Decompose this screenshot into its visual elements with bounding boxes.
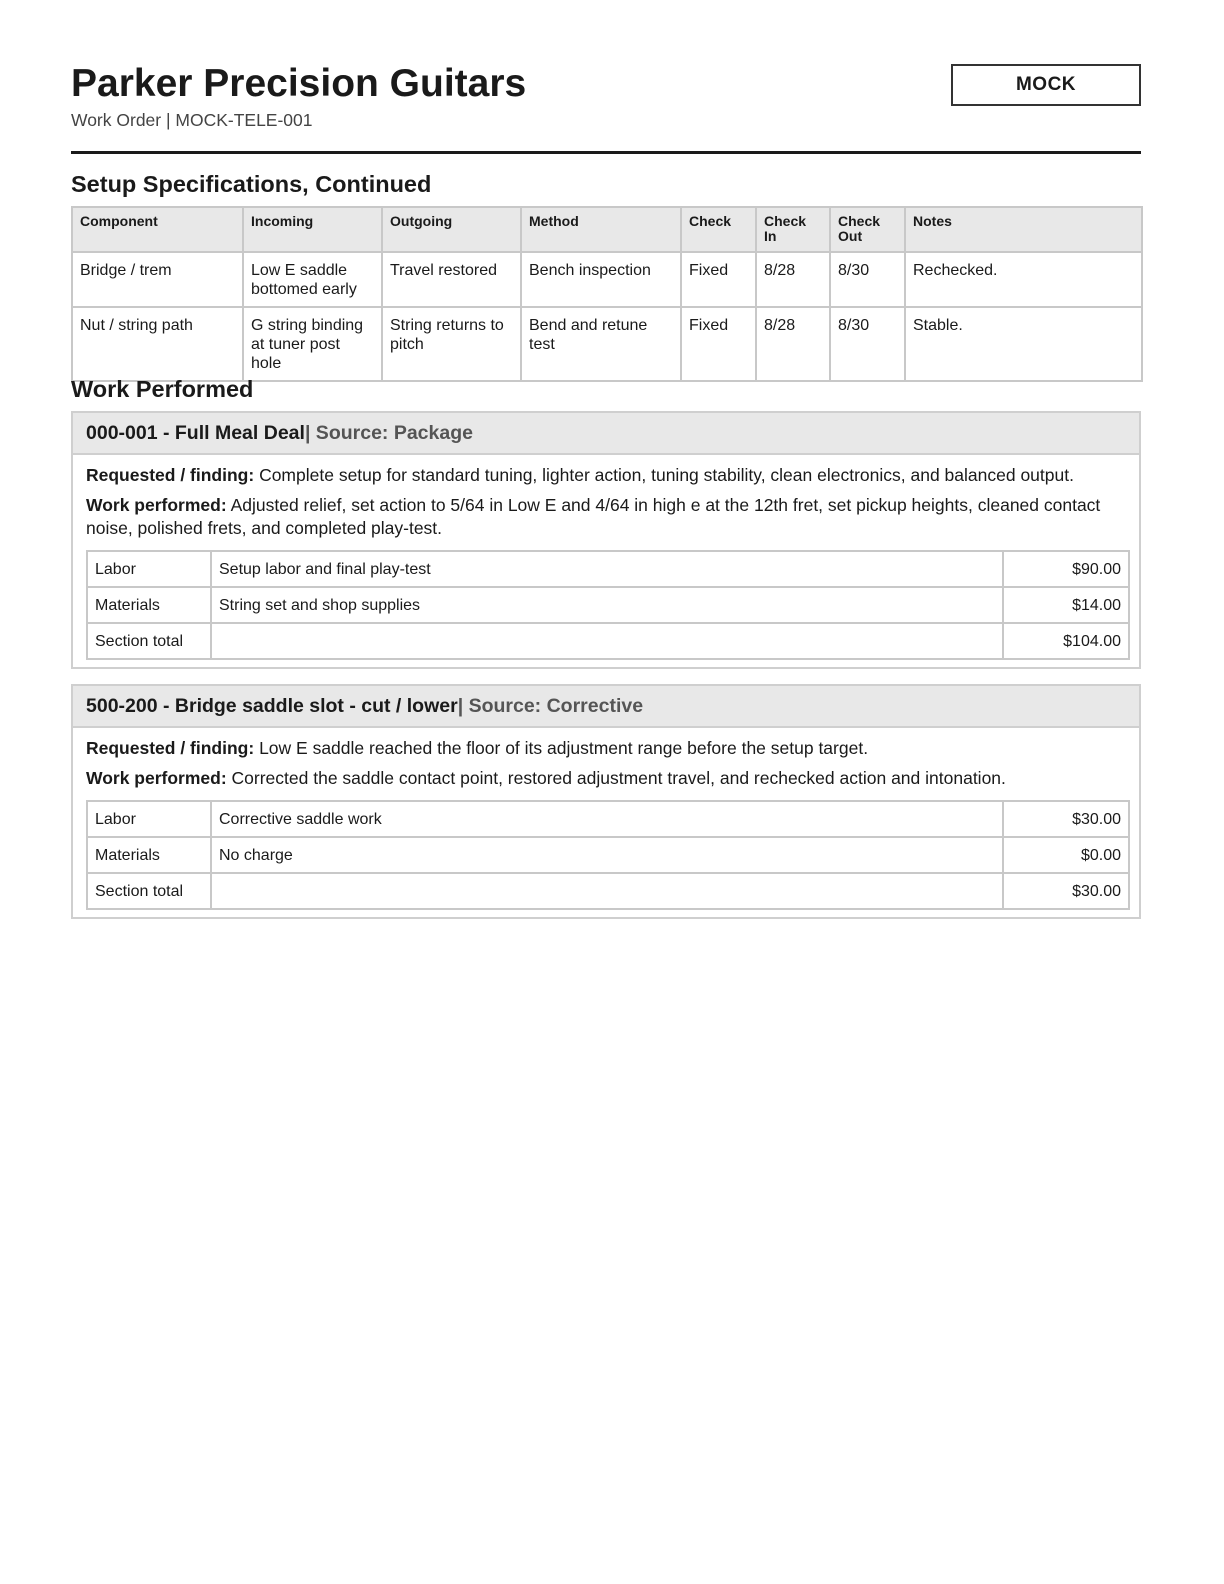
cost-type: Section total	[87, 873, 211, 909]
cell-notes: Rechecked.	[905, 252, 1142, 307]
cell-check-out: 8/30	[830, 307, 905, 381]
cost-description: No charge	[211, 837, 1003, 873]
cost-description	[211, 623, 1003, 659]
performed-label: Work performed:	[86, 495, 227, 515]
cell-outgoing: String returns to pitch	[382, 307, 521, 381]
col-header-outgoing: Outgoing	[382, 207, 521, 252]
cell-method: Bench inspection	[521, 252, 681, 307]
cell-check: Fixed	[681, 307, 756, 381]
cell-check: Fixed	[681, 252, 756, 307]
requested-finding	[86, 737, 1126, 760]
cost-row-labor	[87, 801, 1129, 837]
cell-incoming: Low E saddle bottomed early	[243, 252, 382, 307]
col-header-check-out: Check Out	[830, 207, 905, 252]
work-item-source: | Source: Corrective	[457, 694, 644, 717]
cost-description: Corrective saddle work	[211, 801, 1003, 837]
cell-incoming: G string binding at tuner post hole	[243, 307, 382, 381]
setup-specs-table	[71, 206, 1143, 382]
work-performed-line	[86, 767, 1126, 790]
col-header-component: Component	[72, 207, 243, 252]
col-header-check-in: Check In	[756, 207, 830, 252]
work-order-subtitle: Work Order | MOCK-TELE-001	[71, 110, 313, 130]
performed-label: Work performed:	[86, 768, 227, 788]
work-item-card	[71, 411, 1141, 669]
work-item-title: 000-001 - Full Meal Deal	[86, 421, 305, 444]
specs-header-row	[72, 207, 1142, 252]
cost-row-materials	[87, 837, 1129, 873]
work-item-body	[73, 455, 1139, 660]
requested-text: Low E saddle reached the floor of its adjustment range before the setup target.	[254, 738, 869, 758]
cost-type: Materials	[87, 587, 211, 623]
requested-label: Requested / finding:	[86, 465, 255, 485]
cell-check-in: 8/28	[756, 307, 830, 381]
cost-type: Materials	[87, 837, 211, 873]
document-header	[71, 0, 1141, 154]
work-item-header	[73, 686, 1139, 728]
work-item-body	[73, 728, 1139, 910]
cost-amount: $90.00	[1003, 551, 1129, 587]
cost-amount: $30.00	[1003, 801, 1129, 837]
requested-label: Requested / finding:	[86, 738, 255, 758]
col-header-notes: Notes	[905, 207, 1142, 252]
performed-text: Corrected the saddle contact point, restored adjustment travel, and rechecked action and intonation.	[226, 768, 1006, 788]
cost-row-section-total	[87, 873, 1129, 909]
cell-outgoing: Travel restored	[382, 252, 521, 307]
cost-row-labor	[87, 551, 1129, 587]
cell-component: Nut / string path	[72, 307, 243, 381]
work-item-header	[73, 413, 1139, 455]
table-row	[72, 307, 1142, 381]
col-header-check: Check	[681, 207, 756, 252]
col-header-incoming: Incoming	[243, 207, 382, 252]
cell-check-in: 8/28	[756, 252, 830, 307]
cost-row-materials	[87, 587, 1129, 623]
work-performed-heading: Work Performed	[71, 376, 254, 402]
cost-type: Labor	[87, 551, 211, 587]
cost-table	[86, 550, 1130, 660]
cost-type: Labor	[87, 801, 211, 837]
cost-row-section-total	[87, 623, 1129, 659]
cost-type: Section total	[87, 623, 211, 659]
cell-method: Bend and retune test	[521, 307, 681, 381]
work-item-card	[71, 684, 1141, 919]
cell-component: Bridge / trem	[72, 252, 243, 307]
cost-table	[86, 800, 1130, 910]
mock-stamp: MOCK	[951, 64, 1141, 106]
cost-description: Setup labor and final play-test	[211, 551, 1003, 587]
cost-description	[211, 873, 1003, 909]
cost-amount: $104.00	[1003, 623, 1129, 659]
work-item-source: | Source: Package	[304, 421, 473, 444]
cost-amount: $30.00	[1003, 873, 1129, 909]
cost-amount: $14.00	[1003, 587, 1129, 623]
table-row	[72, 252, 1142, 307]
performed-text: Adjusted relief, set action to 5/64 in Low E and 4/64 in high e at the 12th fret, set pickup heights, cleaned contact noise, polished frets, and completed play-test.	[86, 495, 1101, 538]
requested-finding	[86, 464, 1126, 487]
work-item-title: 500-200 - Bridge saddle slot - cut / lower	[86, 694, 458, 717]
col-header-method: Method	[521, 207, 681, 252]
work-order-page	[71, 0, 1141, 900]
cell-check-out: 8/30	[830, 252, 905, 307]
cost-amount: $0.00	[1003, 837, 1129, 873]
requested-text: Complete setup for standard tuning, lighter action, tuning stability, clean electronics, and balanced output.	[254, 465, 1074, 485]
cell-notes: Stable.	[905, 307, 1142, 381]
cost-description: String set and shop supplies	[211, 587, 1003, 623]
setup-specs-heading: Setup Specifications, Continued	[71, 171, 432, 197]
work-performed-line	[86, 494, 1126, 540]
company-name: Parker Precision Guitars	[71, 62, 527, 105]
